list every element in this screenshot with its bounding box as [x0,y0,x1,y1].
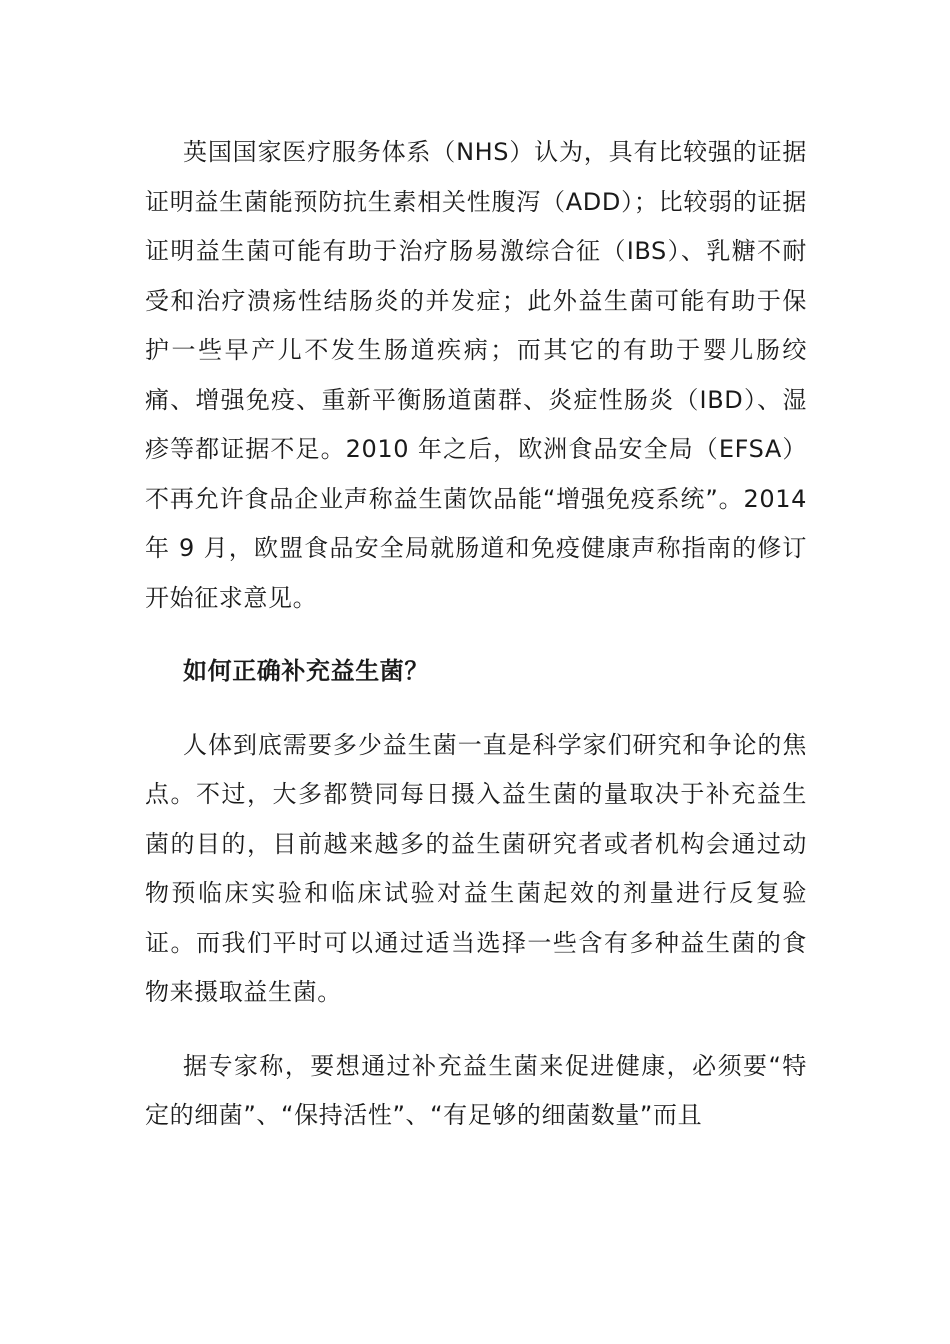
document-body [145,128,807,1141]
paragraph-dosage: 人体到底需要多少益生菌一直是科学家们研究和争论的焦点。不过，大多都赞同每日摄入益生菌的量取决于补充益生菌的目的，目前越来越多的益生菌研究者或者机构会通过动物预临床实验和临床试验对益生菌起效的剂量进行反复验证。而我们平时可以通过适当选择一些含有多种益生菌的食物来摄取益生菌。 [145,730,807,1006]
paragraph-expert-advice: 据专家称，要想通过补充益生菌来促进健康，必须要“特定的细菌”、“保持活性”、“有足够的细菌数量”而且 [145,1051,807,1129]
paragraph-spacer [145,697,807,721]
paragraph-spacer [145,1018,807,1042]
paragraph-spacer [145,623,807,647]
paragraph-nhs-evidence: 英国国家医疗服务体系（NHS）认为，具有比较强的证据证明益生菌能预防抗生素相关性腹泻（ADD）；比较弱的证据证明益生菌可能有助于治疗肠易激综合征（IBS）、乳糖不耐受和治疗溃疡性结肠炎的并发症；此外益生菌可能有助于保护一些早产儿不发生肠道疾病；而其它的有助于婴儿肠绞痛、增强免疫、重新平衡肠道菌群、炎症性肠炎（IBD）、湿疹等都证据不足。2010 年之后，欧洲食品安全局（EFSA）不再允许食品企业声称益生菌饮品能“增强免疫系统”。2014 年 9 月，欧盟食品安全局就肠道和免疫健康声称指南的修订开始征求意见。 [145,138,807,612]
section-heading: 如何正确补充益生菌？ [183,657,429,685]
